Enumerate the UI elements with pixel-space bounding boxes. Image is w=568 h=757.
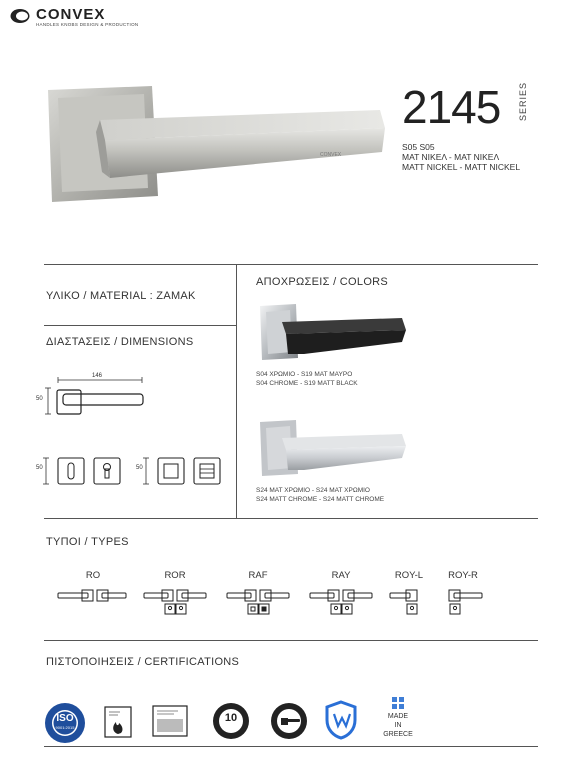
dimension-height: 50 <box>36 396 43 402</box>
iso-number: 9001:2015 <box>55 725 75 730</box>
series-label: SERIES <box>518 82 528 122</box>
type-royl-icon <box>390 590 417 614</box>
type-ray-label: RAY <box>331 570 351 581</box>
divider-certs <box>44 640 538 641</box>
color-swatch-chrome-black[interactable] <box>256 302 416 364</box>
test-certificate-icon <box>152 705 188 737</box>
type-ray-icon <box>310 590 372 614</box>
material-label: ΥΛΙΚΟ / MATERIAL : ZAMAK <box>46 290 196 302</box>
product-hero-image <box>40 80 390 220</box>
brand-name: CONVEX <box>36 6 106 23</box>
type-ror-label: ROR <box>164 570 186 581</box>
brand-tagline: HANDLES KNOBS DESIGN & PRODUCTION <box>36 22 139 27</box>
type-ror-icon <box>144 590 206 614</box>
divider-material <box>44 325 236 326</box>
greek-flag-icon <box>392 697 404 709</box>
engraving-text: CONVEX <box>320 152 342 158</box>
antibacterial-shield-icon <box>324 700 358 740</box>
type-royr-icon <box>449 590 482 614</box>
escutcheon-height-right: 50 <box>136 465 143 471</box>
type-raf-icon <box>227 590 289 614</box>
fire-rating-icon <box>104 706 132 738</box>
color-2-line1: S24 ΜΑΤ ΧΡΩΜΙΟ - S24 ΜΑΤ ΧΡΩΜΙΟ <box>256 487 370 494</box>
divider-vertical <box>236 264 237 518</box>
types-drawings <box>56 586 496 616</box>
divider-types <box>44 518 538 519</box>
finish-code: S05 S05 <box>402 142 435 152</box>
certifications-label: ΠΙΣΤΟΠΟΙΗΣΕΙΣ / CERTIFICATIONS <box>46 656 240 668</box>
iso-text: ISO <box>56 713 74 724</box>
convex-logo-icon <box>10 8 30 24</box>
types-label: ΤΥΠΟΙ / TYPES <box>46 536 129 548</box>
finish-greek: ΜΑΤ ΝΙΚΕΛ - ΜΑΤ ΝΙΚΕΛ <box>402 152 500 162</box>
escutcheon-drawings <box>40 452 230 492</box>
type-ro-label: RO <box>85 570 101 581</box>
dimension-length: 146 <box>92 373 103 379</box>
type-raf-label: RAF <box>248 570 268 581</box>
dimensions-label: ΔΙΑΣΤΑΣΕΙΣ / DIMENSIONS <box>46 336 194 348</box>
dimension-drawing <box>40 372 150 422</box>
color-swatch-matt-chrome[interactable] <box>256 418 416 480</box>
finish-english: MATT NICKEL - MATT NICKEL <box>402 162 521 172</box>
type-royr-label: ROY-R <box>448 570 478 581</box>
colors-label: ΑΠΟΧΡΩΣΕΙΣ / COLORS <box>256 276 389 288</box>
divider-top <box>44 264 538 265</box>
color-1-line2: S04 CHROME - S19 MATT BLACK <box>256 380 358 387</box>
made-in-line3: GREECE <box>383 731 413 738</box>
model-number: 2145 <box>402 81 501 133</box>
type-royl-label: ROY-L <box>394 570 424 581</box>
brand-logo[interactable] <box>10 6 160 28</box>
color-1-line1: S04 ΧΡΩΜΙΟ - S19 ΜΑΤ ΜΑΥΡΟ <box>256 371 353 378</box>
type-ro-icon <box>58 590 126 601</box>
divider-bottom <box>44 746 538 747</box>
made-in-line1: MADE <box>387 713 409 720</box>
guarantee-years: 10 <box>224 712 238 724</box>
color-2-line2: S24 MATT CHROME - S24 MATT CHROME <box>256 496 385 503</box>
escutcheon-height-left: 50 <box>36 465 43 471</box>
handle-seal-icon <box>270 702 308 740</box>
made-in-line2: IN <box>394 722 402 729</box>
